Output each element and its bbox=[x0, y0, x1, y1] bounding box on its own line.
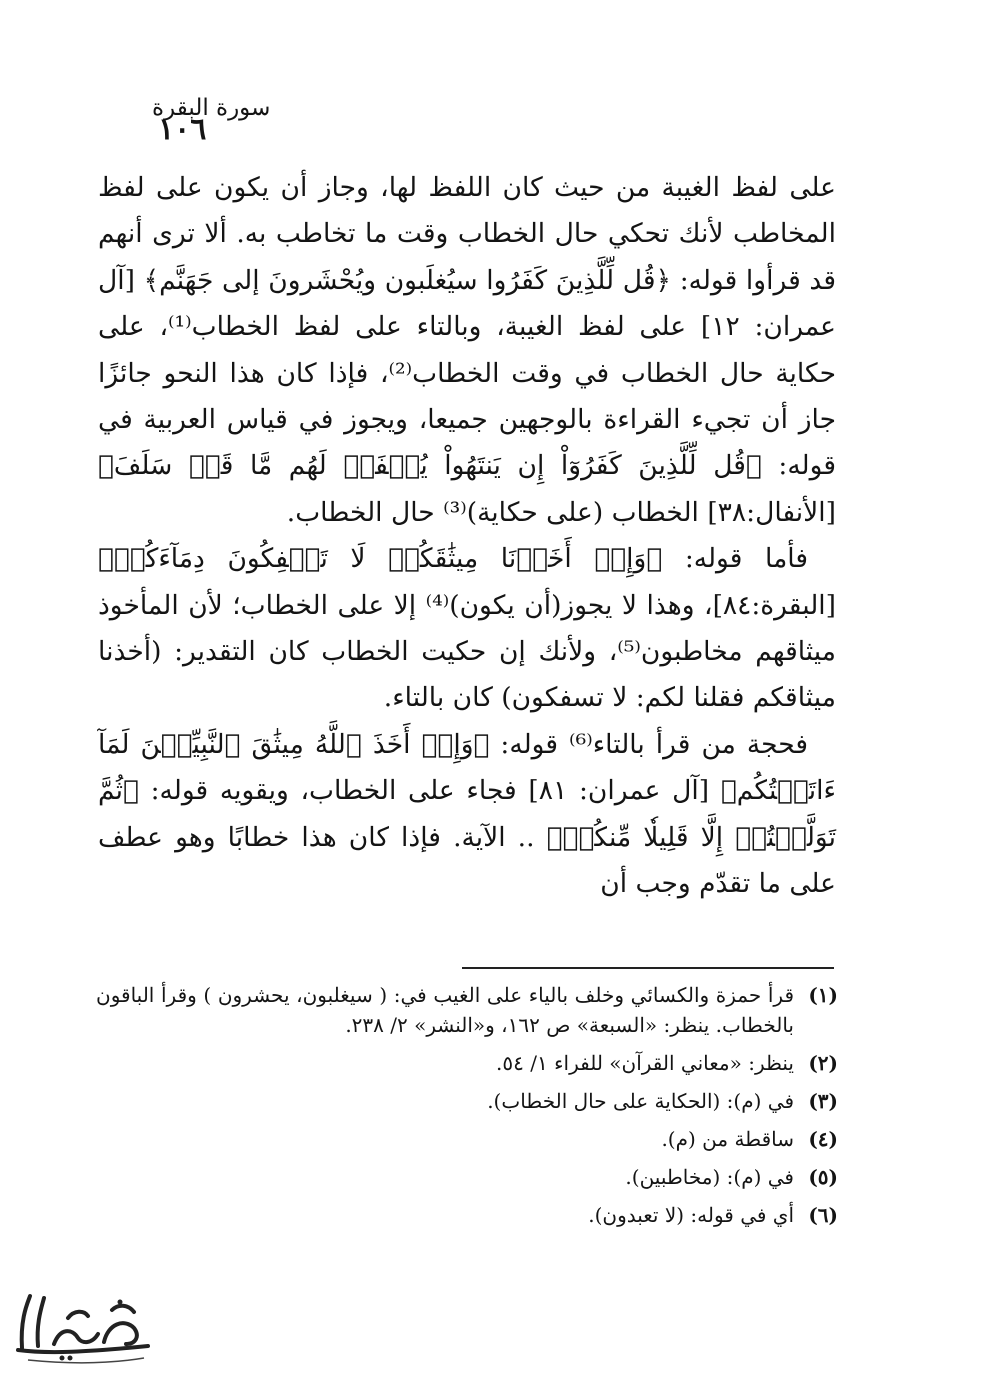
footnote-2 bbox=[96, 1048, 838, 1078]
footnotes bbox=[96, 980, 838, 1238]
page-number: ١٠٦ bbox=[158, 112, 207, 147]
footnote-5 bbox=[96, 1162, 838, 1192]
paragraph-3: فحجة من قرأ بالتاء⁽⁶⁾ قوله: ﴿وَإِذۡ أَخَذَ ٱللَّهُ مِيثَٰقَ ٱلنَّبِيِّـۧنَ لَمَآ ءَاتَيۡتُكُم﴾ [آل عمران: ٨١] فجاء على الخطاب، ويقويه قوله: ﴿ثُمَّ تَوَلَّيۡتُمۡ إِلَّا قَلِيلٗا مِّنكُمۡ﴾ .. الآية. فإذا كان هذا خطابًا وهو عطف على ما تقدّم وجب أن bbox=[98, 728, 836, 900]
footnote-4 bbox=[96, 1124, 838, 1154]
footnote-divider bbox=[462, 967, 834, 969]
footnote-text: قرأ حمزة والكسائي وخلف بالياء على الغيب في: ( سيغلبون، يحشرون ) وقرأ الباقون بالخطاب. ينظر: «السبعة» ص ١٦٢، و«النشر» ٢/ ٢٣٨. bbox=[96, 983, 794, 1037]
running-title: سورة البقرة bbox=[152, 95, 271, 121]
footnote-text: في (م): (مخاطبين). bbox=[625, 1165, 794, 1189]
main-text bbox=[98, 165, 836, 908]
calligraphy-logo-icon bbox=[8, 1288, 158, 1366]
footnote-number: (٣) bbox=[808, 1089, 838, 1113]
footnote-number: (٦) bbox=[808, 1203, 838, 1227]
footnote-text: في (م): (الحكاية على حال الخطاب). bbox=[487, 1089, 794, 1113]
footnote-number: (٥) bbox=[808, 1165, 838, 1189]
paragraph-2: فأما قوله: ﴿وَإِذۡ أَخَذۡنَا مِيثَٰقَكُمۡ لَا تَسۡفِكُونَ دِمَآءَكُمۡ﴾ [البقرة:٨٤]، وهذا لا يجوز(أن يكون)⁽⁴⁾ إلا على الخطاب؛ لأن المأخوذ ميثاقهم مخاطبون⁽⁵⁾، ولأنك إن حكيت الخطاب كان التقدير: (أخذنا ميثاقكم فقلنا لكم: لا تسفكون) كان بالتاء. bbox=[98, 543, 836, 714]
footnote-number: (٤) bbox=[808, 1127, 838, 1151]
footnote-number: (٢) bbox=[808, 1051, 838, 1075]
footnote-number: (١) bbox=[808, 983, 838, 1007]
footnote-6 bbox=[96, 1200, 838, 1230]
paragraph-1: على لفظ الغيبة من حيث كان اللفظ لها، وجاز أن يكون على لفظ المخاطب لأنك تحكي حال الخطاب وقت ما تخاطب به. ألا ترى أنهم قد قرأوا قوله: ﴿قُل لِّلَّذِينَ كَفَرُوا سيُغلَبون ويُحْشَرونَ إلى جَهَنَّم﴾ [آل عمران: ١٢] على لفظ الغيبة، وبالتاء على لفظ الخطاب⁽¹⁾، على حكاية حال الخطاب في وقت الخطاب⁽²⁾، فإذا كان هذا النحو جائزًا جاز أن تجيء القراءة بالوجهين جميعا، ويجوز في قياس العربية في قوله: ﴿قُل لِّلَّذِينَ كَفَرُوٓاْ إِن يَنتَهُواْ يُغۡفَرۡ لَهُم مَّا قَدۡ سَلَفَ﴾ [الأنفال:٣٨] الخطاب (على حكاية)⁽³⁾ حال الخطاب. bbox=[98, 172, 837, 528]
footnote-3 bbox=[96, 1086, 838, 1116]
footnote-text: أي في قوله: (لا تعبدون). bbox=[588, 1203, 794, 1227]
footnote-1 bbox=[96, 980, 838, 1040]
footnote-text: ساقطة من (م). bbox=[661, 1127, 794, 1151]
footnote-text: ينظر: «معاني القرآن» للفراء ١/ ٥٤. bbox=[496, 1051, 794, 1075]
